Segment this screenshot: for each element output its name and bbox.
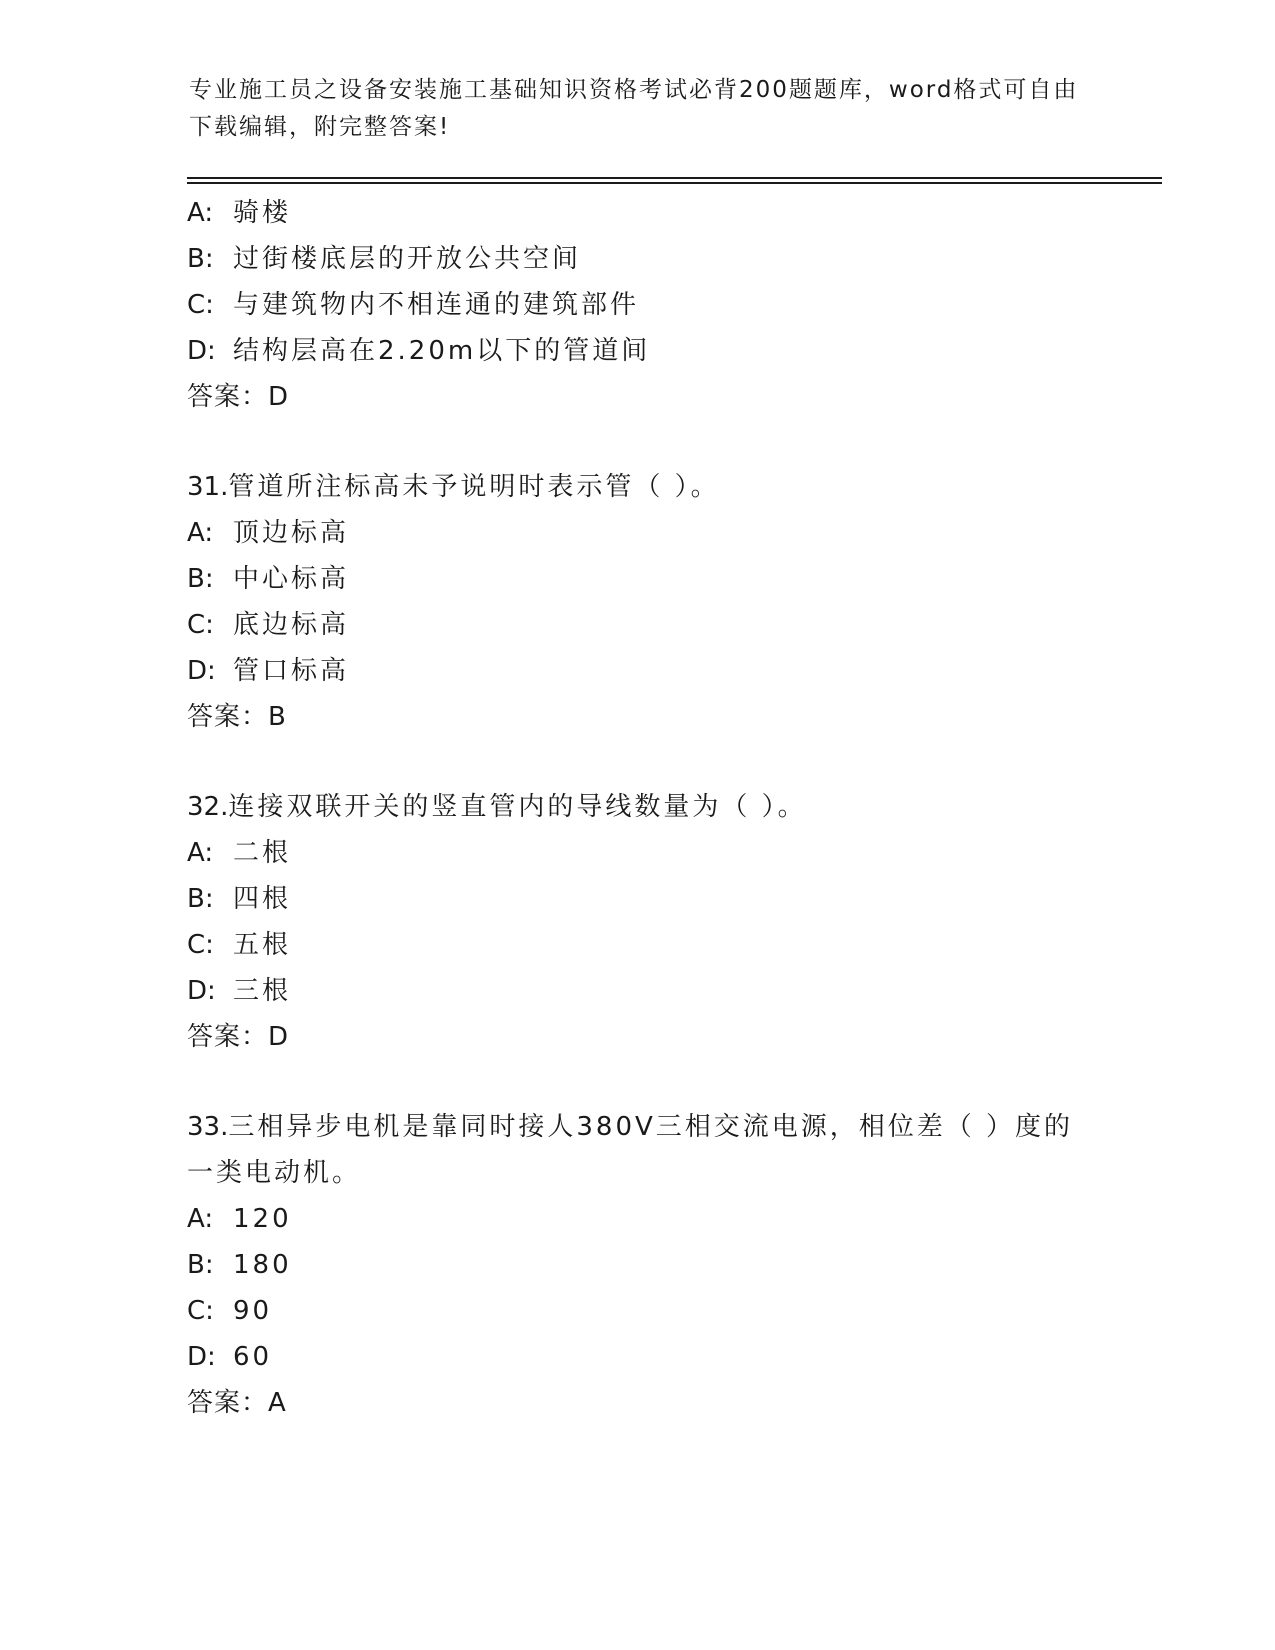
option-label: A: bbox=[187, 838, 214, 868]
option-c bbox=[187, 282, 1167, 328]
option-label: D: bbox=[187, 656, 216, 686]
option-label: B: bbox=[187, 244, 214, 274]
option-text: 二根 bbox=[233, 838, 292, 868]
question-list bbox=[187, 190, 1167, 1426]
option-d bbox=[187, 648, 1167, 694]
answer-line: 答案：B bbox=[187, 702, 287, 732]
option-text: 骑楼 bbox=[233, 198, 292, 228]
option-text: 中心标高 bbox=[233, 564, 350, 594]
option-d bbox=[187, 328, 1167, 374]
option-label: B: bbox=[187, 1250, 214, 1280]
option-label: C: bbox=[187, 930, 214, 960]
option-b bbox=[187, 1242, 1167, 1288]
header-divider-top bbox=[187, 177, 1162, 179]
option-label: D: bbox=[187, 1342, 216, 1372]
question-33 bbox=[187, 1104, 1167, 1426]
option-c bbox=[187, 1288, 1167, 1334]
question-stem bbox=[187, 784, 1167, 830]
option-a bbox=[187, 1196, 1167, 1242]
document-header bbox=[189, 72, 1089, 146]
option-label: C: bbox=[187, 610, 214, 640]
answer-line: 答案：D bbox=[187, 1022, 290, 1052]
option-c bbox=[187, 602, 1167, 648]
option-b bbox=[187, 556, 1167, 602]
option-b bbox=[187, 876, 1167, 922]
option-a bbox=[187, 830, 1167, 876]
question-stem-continued: 一类电动机。 bbox=[187, 1158, 362, 1188]
option-label: A: bbox=[187, 1204, 214, 1234]
option-text: 结构层高在2.20m以下的管道间 bbox=[233, 336, 651, 366]
question-31 bbox=[187, 464, 1167, 740]
question-number: 31. bbox=[187, 472, 229, 502]
option-label: B: bbox=[187, 564, 214, 594]
question-number: 33. bbox=[187, 1112, 229, 1142]
question-text: 连接双联开关的竖直管内的导线数量为（ ）。 bbox=[228, 792, 807, 822]
option-label: A: bbox=[187, 518, 214, 548]
option-label: C: bbox=[187, 1296, 214, 1326]
option-label: C: bbox=[187, 290, 214, 320]
spacer bbox=[187, 420, 1167, 464]
question-stem bbox=[187, 464, 1167, 510]
question-text: 管道所注标高未予说明时表示管（ ）。 bbox=[228, 472, 720, 502]
option-a bbox=[187, 510, 1167, 556]
option-text: 120 bbox=[233, 1204, 292, 1234]
spacer bbox=[187, 740, 1167, 784]
option-b bbox=[187, 236, 1167, 282]
option-text: 90 bbox=[233, 1296, 273, 1326]
option-text: 60 bbox=[233, 1342, 273, 1372]
option-text: 底边标高 bbox=[233, 610, 350, 640]
header-line-1: 专业施工员之设备安装施工基础知识资格考试必背200题题库，word格式可自由 bbox=[189, 77, 1079, 103]
option-text: 五根 bbox=[233, 930, 292, 960]
option-text: 管口标高 bbox=[233, 656, 350, 686]
option-text: 四根 bbox=[233, 884, 292, 914]
option-a bbox=[187, 190, 1167, 236]
question-number: 32. bbox=[187, 792, 229, 822]
option-label: D: bbox=[187, 336, 216, 366]
option-text: 与建筑物内不相连通的建筑部件 bbox=[233, 290, 640, 320]
answer-line: 答案：A bbox=[187, 1388, 287, 1418]
answer-line: 答案：D bbox=[187, 382, 290, 412]
option-label: D: bbox=[187, 976, 216, 1006]
option-text: 三根 bbox=[233, 976, 292, 1006]
option-label: B: bbox=[187, 884, 214, 914]
spacer bbox=[187, 1060, 1167, 1104]
option-c bbox=[187, 922, 1167, 968]
option-text: 180 bbox=[233, 1250, 292, 1280]
option-label: A: bbox=[187, 198, 214, 228]
question-32 bbox=[187, 784, 1167, 1060]
option-text: 顶边标高 bbox=[233, 518, 350, 548]
option-d bbox=[187, 1334, 1167, 1380]
header-divider-bottom bbox=[187, 182, 1162, 184]
header-line-2: 下载编辑，附完整答案! bbox=[189, 114, 451, 140]
option-d bbox=[187, 968, 1167, 1014]
question-stem bbox=[187, 1104, 1167, 1150]
question-30-continued bbox=[187, 190, 1167, 420]
question-text: 三相异步电机是靠同时接人380V三相交流电源，相位差（ ）度的 bbox=[228, 1112, 1074, 1142]
option-text: 过街楼底层的开放公共空间 bbox=[233, 244, 582, 274]
